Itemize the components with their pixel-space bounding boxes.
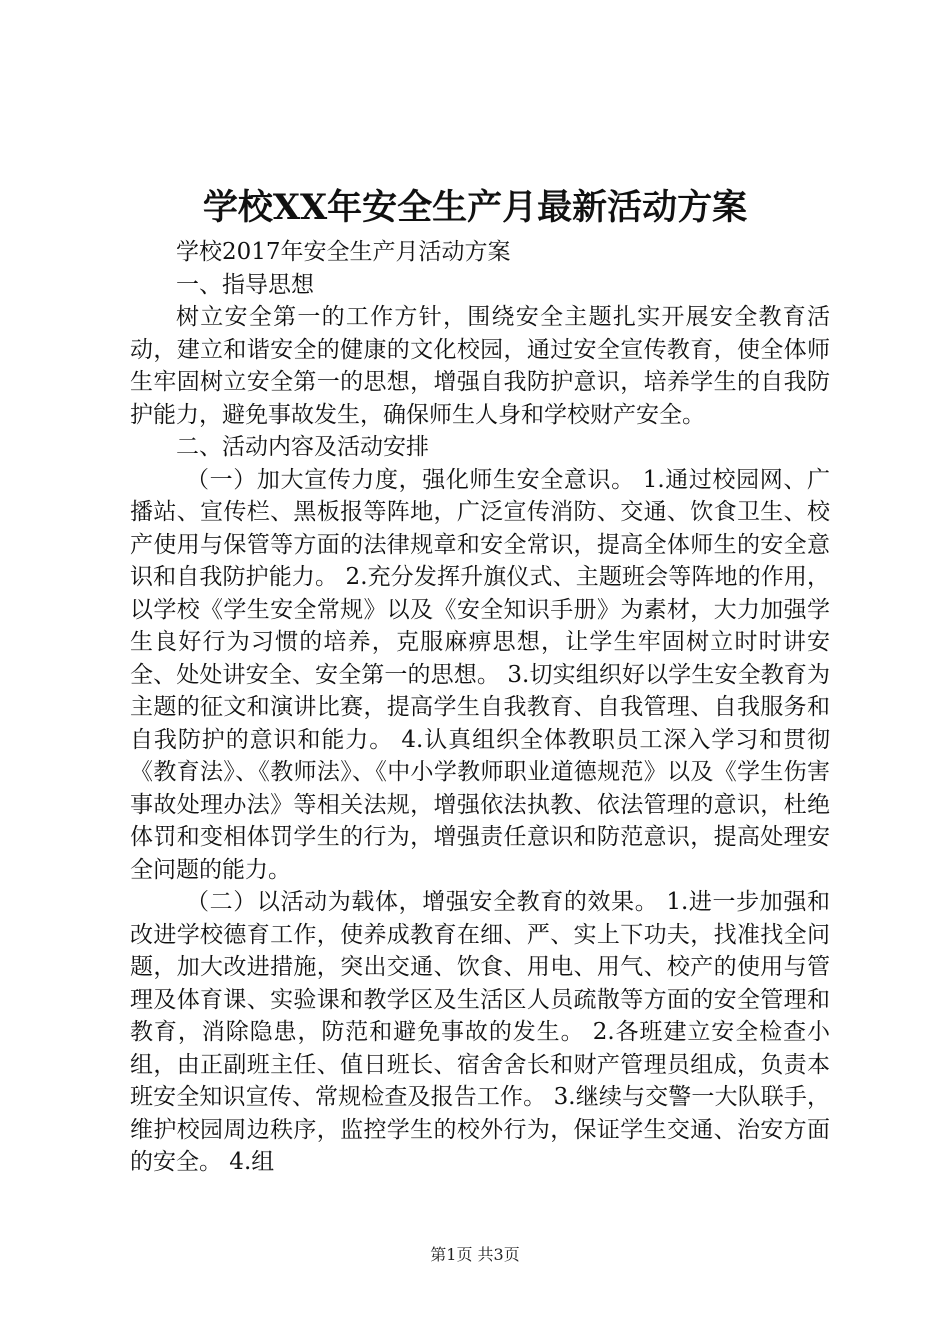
paragraph-activities-carrier: （二）以活动为载体，增强安全教育的效果。 1.进一步加强和改进学校德育工作，使养成教育在细、严、实上下功夫，找准找全问题，加大改进措施，突出交通、饮食、用电、用气、校产的使用与管理及体育课、实验课和教学区及生活区人员疏散等方面的安全管理和教育，消除隐患，防范和避免事故的发生。 2.各班建立安全检查小组，由正副班主任、值日班长、宿舍舍长和财产管理员组成，负责本班安全知识宣传、常规检查及报告工作。 3.继续与交警一大队联手，维护校园周边秩序，监控学生的校外行为，保证学生交通、治安方面的安全。 4.组 — [130, 889, 830, 1175]
section-heading-activities: 二、活动内容及活动安排 — [176, 434, 429, 460]
document-body — [130, 236, 830, 1179]
page-footer: 第1页 共3页 — [430, 1245, 520, 1264]
paragraph-publicity: （一）加大宣传力度，强化师生安全意识。 1.通过校园网、广播站、宣传栏、黑板报等阵地，广泛宣传消防、交通、饮食卫生、校产使用与保管等方面的法律规章和安全常识，提高全体师生的安全意识和自我防护能力。 2.充分发挥升旗仪式、主题班会等阵地的作用，以学校《学生安全常规》以及《安全知识手册》为素材，大力加强学生良好行为习惯的培养，克服麻痹思想，让学生牢固树立时时讲安全、处处讲安全、安全第一的思想。 3.切实组织好以学生安全教育为主题的征文和演讲比赛，提高学生自我教育、自我管理、自我服务和自我防护的意识和能力。 4.认真组织全体教职员工深入学习和贯彻《教育法》、《教师法》、《中小学教师职业道德规范》以及《学生伤害事故处理办法》等相关法规，增强依法执教、依法管理的意识，杜绝体罚和变相体罚学生的行为，增强责任意识和防范意识，提高处理安全问题的能力。 — [130, 466, 830, 883]
section-heading-guiding-ideology: 一、指导思想 — [176, 271, 314, 298]
paragraph-guiding-ideology: 树立安全第一的工作方针，围绕安全主题扎实开展安全教育活动，建立和谐安全的健康的文化校园，通过安全宣传教育，使全体师生牢固树立安全第一的思想，增强自我防护意识，培养学生的自我防护能力，避免事故发生，确保师生人身和学校财产安全。 — [130, 304, 830, 428]
document-subtitle: 学校2017年安全生产月活动方案 — [176, 239, 511, 265]
document-title: 学校XX年安全生产月最新活动方案 — [202, 187, 748, 228]
